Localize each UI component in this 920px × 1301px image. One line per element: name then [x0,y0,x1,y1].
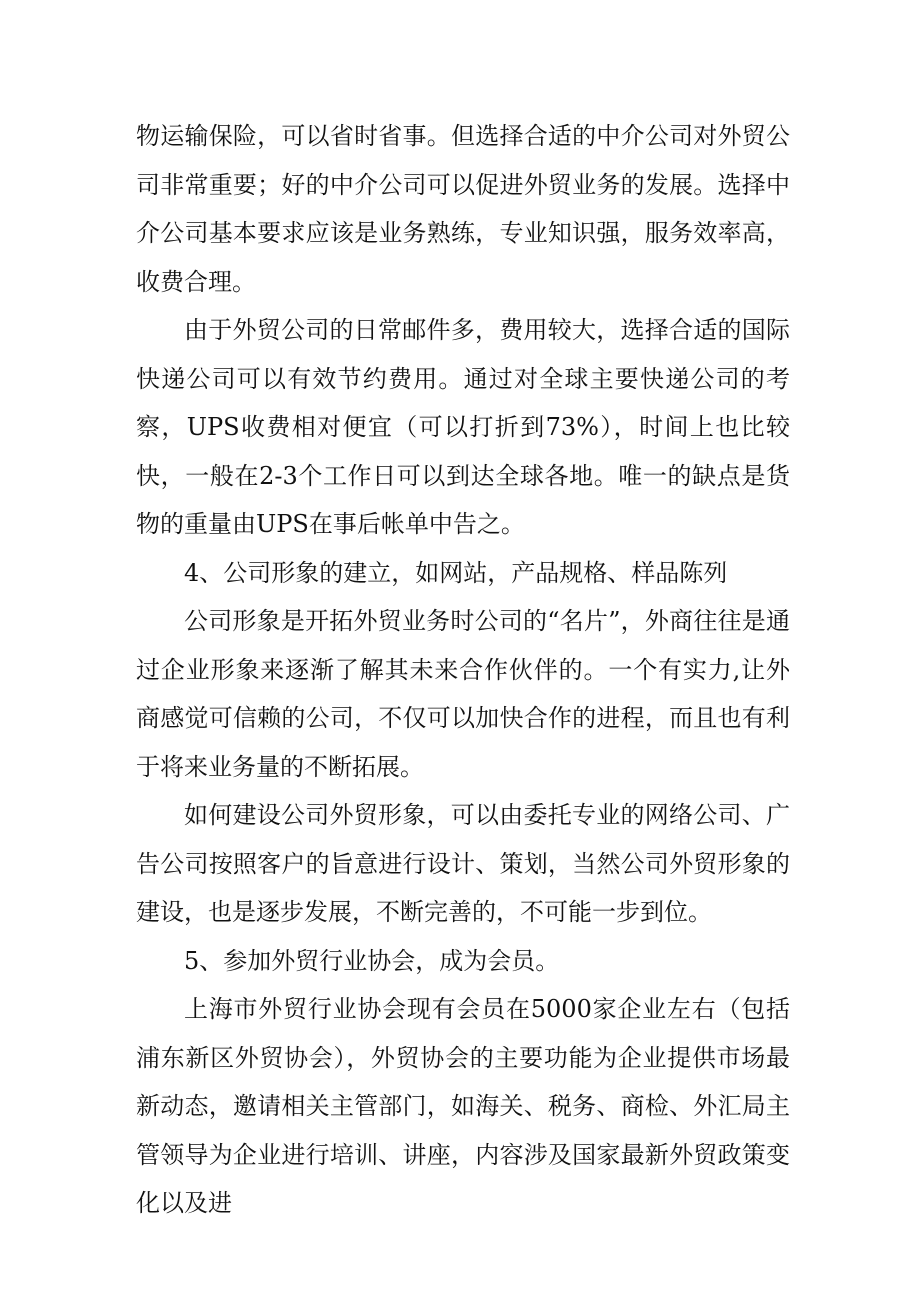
paragraph-trade-association: 上海市外贸行业协会现有会员在5000家企业左右（包括浦东新区外贸协会），外贸协会的主要功能为企业提供市场最新动态，邀请相关主管部门，如海关、税务、商检、外汇局主管领导为企业进行培训、讲座，内容涉及国家最新外贸政策变化以及进 [136,995,790,1217]
paragraph-company-image: 公司形象是开拓外贸业务时公司的“名片”，外商往往是通过企业形象来逐渐了解其未来合作伙伴的。一个有实力,让外商感觉可信赖的公司，不仅可以加快合作的进程，而且也有利于将来业务量的不断拓展。 [136,607,790,781]
paragraph-insurance-intermediary: 物运输保险，可以省时省事。但选择合适的中介公司对外贸公司非常重要；好的中介公司可以促进外贸业务的发展。选择中介公司基本要求应该是业务熟练，专业知识强，服务效率高，收费合理。 [136,122,790,296]
document-body [136,112,790,1228]
paragraph-image-building: 如何建设公司外贸形象，可以由委托专业的网络公司、广告公司按照客户的旨意进行设计、策划，当然公司外贸形象的建设，也是逐步发展，不断完善的，不可能一步到位。 [136,801,790,926]
paragraph-express-delivery: 由于外贸公司的日常邮件多，费用较大，选择合适的国际快递公司可以有效节约费用。通过对全球主要快递公司的考察，UPS收费相对便宜（可以打折到73%），时间上也比较快，一般在2-3个工作日可以到达全球各地。唯一的缺点是货物的重量由UPS在事后帐单中告之。 [136,316,790,538]
section-heading-company-image: 4、公司形象的建立，如网站，产品规格、样品陈列 [184,558,728,587]
section-heading-trade-association: 5、参加外贸行业协会，成为会员。 [184,946,560,975]
